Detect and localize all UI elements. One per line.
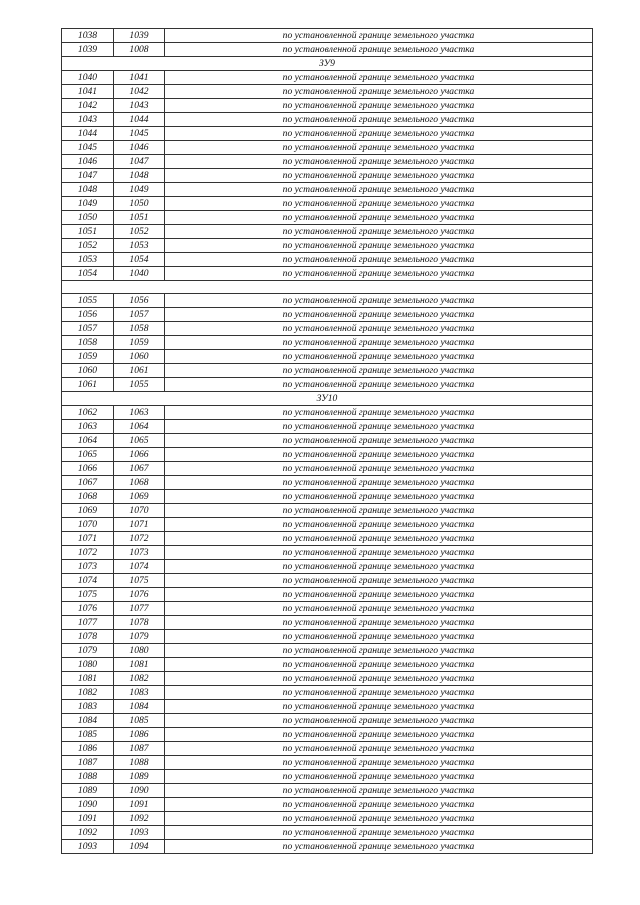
point-from-cell: 1054 xyxy=(62,267,114,281)
point-to-cell: 1051 xyxy=(114,211,165,225)
point-to-cell: 1076 xyxy=(114,588,165,602)
point-from-cell: 1073 xyxy=(62,560,114,574)
point-to-cell: 1061 xyxy=(114,364,165,378)
point-from-cell: 1084 xyxy=(62,714,114,728)
boundary-description-cell: по установленной границе земельного участка xyxy=(165,71,593,85)
point-to-cell: 1041 xyxy=(114,71,165,85)
boundary-description-cell: по установленной границе земельного участка xyxy=(165,99,593,113)
point-from-cell: 1090 xyxy=(62,798,114,812)
boundary-description-cell: по установленной границе земельного участка xyxy=(165,308,593,322)
point-to-cell: 1058 xyxy=(114,322,165,336)
point-to-cell: 1008 xyxy=(114,43,165,57)
point-to-cell: 1069 xyxy=(114,490,165,504)
boundary-description-cell: по установленной границе земельного участка xyxy=(165,364,593,378)
boundary-description-cell: по установленной границе земельного участка xyxy=(165,406,593,420)
boundary-description-cell: по установленной границе земельного участка xyxy=(165,770,593,784)
point-to-cell: 1054 xyxy=(114,253,165,267)
point-to-cell: 1066 xyxy=(114,448,165,462)
table-row xyxy=(62,700,593,714)
table-row xyxy=(62,798,593,812)
point-to-cell: 1053 xyxy=(114,239,165,253)
point-from-cell: 1059 xyxy=(62,350,114,364)
table-row xyxy=(62,840,593,854)
boundary-description-cell: по установленной границе земельного участка xyxy=(165,350,593,364)
table-row xyxy=(62,476,593,490)
point-from-cell: 1041 xyxy=(62,85,114,99)
point-to-cell: 1075 xyxy=(114,574,165,588)
point-from-cell: 1052 xyxy=(62,239,114,253)
table-row xyxy=(62,630,593,644)
point-from-cell: 1071 xyxy=(62,532,114,546)
point-to-cell: 1046 xyxy=(114,141,165,155)
boundary-description-cell: по установленной границе земельного участка xyxy=(165,434,593,448)
section-header-row xyxy=(62,57,593,71)
table-row xyxy=(62,322,593,336)
boundary-description-cell: по установленной границе земельного участка xyxy=(165,546,593,560)
point-to-cell: 1089 xyxy=(114,770,165,784)
table-row xyxy=(62,211,593,225)
point-to-cell: 1092 xyxy=(114,812,165,826)
table-row xyxy=(62,770,593,784)
table-row xyxy=(62,253,593,267)
section-label xyxy=(62,281,593,294)
table-row xyxy=(62,294,593,308)
boundary-description-cell: по установленной границе земельного участка xyxy=(165,728,593,742)
point-to-cell: 1073 xyxy=(114,546,165,560)
point-from-cell: 1093 xyxy=(62,840,114,854)
point-from-cell: 1067 xyxy=(62,476,114,490)
point-from-cell: 1070 xyxy=(62,518,114,532)
table-row xyxy=(62,155,593,169)
point-to-cell: 1084 xyxy=(114,700,165,714)
boundary-description-cell: по установленной границе земельного участка xyxy=(165,700,593,714)
table-row xyxy=(62,225,593,239)
point-to-cell: 1063 xyxy=(114,406,165,420)
table-row xyxy=(62,826,593,840)
table-row xyxy=(62,113,593,127)
table-row xyxy=(62,336,593,350)
boundary-description-cell: по установленной границе земельного участка xyxy=(165,714,593,728)
boundary-table-body xyxy=(62,29,593,854)
point-from-cell: 1066 xyxy=(62,462,114,476)
table-row xyxy=(62,71,593,85)
table-row xyxy=(62,588,593,602)
table-row xyxy=(62,518,593,532)
table-row xyxy=(62,127,593,141)
table-row xyxy=(62,183,593,197)
table-row xyxy=(62,462,593,476)
point-to-cell: 1067 xyxy=(114,462,165,476)
point-from-cell: 1058 xyxy=(62,336,114,350)
boundary-description-cell: по установленной границе земельного участка xyxy=(165,644,593,658)
point-from-cell: 1053 xyxy=(62,253,114,267)
table-row xyxy=(62,532,593,546)
point-to-cell: 1068 xyxy=(114,476,165,490)
table-row xyxy=(62,434,593,448)
point-to-cell: 1050 xyxy=(114,197,165,211)
point-from-cell: 1046 xyxy=(62,155,114,169)
point-to-cell: 1074 xyxy=(114,560,165,574)
point-from-cell: 1038 xyxy=(62,29,114,43)
point-to-cell: 1057 xyxy=(114,308,165,322)
boundary-description-cell: по установленной границе земельного участка xyxy=(165,784,593,798)
boundary-description-cell: по установленной границе земельного участка xyxy=(165,169,593,183)
point-to-cell: 1093 xyxy=(114,826,165,840)
boundary-description-cell: по установленной границе земельного участка xyxy=(165,490,593,504)
point-to-cell: 1081 xyxy=(114,658,165,672)
boundary-description-cell: по установленной границе земельного участка xyxy=(165,294,593,308)
point-to-cell: 1071 xyxy=(114,518,165,532)
point-from-cell: 1049 xyxy=(62,197,114,211)
boundary-description-cell: по установленной границе земельного участка xyxy=(165,420,593,434)
table-row xyxy=(62,43,593,57)
point-from-cell: 1060 xyxy=(62,364,114,378)
point-to-cell: 1039 xyxy=(114,29,165,43)
point-to-cell: 1070 xyxy=(114,504,165,518)
boundary-description-cell: по установленной границе земельного участка xyxy=(165,602,593,616)
point-from-cell: 1083 xyxy=(62,700,114,714)
boundary-description-cell: по установленной границе земельного участка xyxy=(165,476,593,490)
point-to-cell: 1065 xyxy=(114,434,165,448)
boundary-description-cell: по установленной границе земельного участка xyxy=(165,448,593,462)
table-row xyxy=(62,672,593,686)
point-from-cell: 1077 xyxy=(62,616,114,630)
boundary-description-cell: по установленной границе земельного участка xyxy=(165,462,593,476)
table-row xyxy=(62,812,593,826)
boundary-description-cell: по установленной границе земельного участка xyxy=(165,658,593,672)
table-row xyxy=(62,490,593,504)
boundary-description-cell: по установленной границе земельного участка xyxy=(165,630,593,644)
point-from-cell: 1050 xyxy=(62,211,114,225)
point-from-cell: 1082 xyxy=(62,686,114,700)
boundary-description-cell: по установленной границе земельного участка xyxy=(165,267,593,281)
boundary-description-cell: по установленной границе земельного участка xyxy=(165,518,593,532)
boundary-description-cell: по установленной границе земельного участка xyxy=(165,322,593,336)
point-to-cell: 1055 xyxy=(114,378,165,392)
table-row xyxy=(62,658,593,672)
point-to-cell: 1052 xyxy=(114,225,165,239)
boundary-description-cell: по установленной границе земельного участка xyxy=(165,560,593,574)
boundary-description-cell: по установленной границе земельного участка xyxy=(165,43,593,57)
point-from-cell: 1044 xyxy=(62,127,114,141)
boundary-description-cell: по установленной границе земельного участка xyxy=(165,197,593,211)
point-to-cell: 1048 xyxy=(114,169,165,183)
point-to-cell: 1091 xyxy=(114,798,165,812)
boundary-description-cell: по установленной границе земельного участка xyxy=(165,686,593,700)
point-to-cell: 1059 xyxy=(114,336,165,350)
point-to-cell: 1083 xyxy=(114,686,165,700)
point-to-cell: 1077 xyxy=(114,602,165,616)
point-from-cell: 1047 xyxy=(62,169,114,183)
boundary-description-cell: по установленной границе земельного участка xyxy=(165,253,593,267)
point-from-cell: 1080 xyxy=(62,658,114,672)
table-row xyxy=(62,546,593,560)
table-row xyxy=(62,602,593,616)
boundary-description-cell: по установленной границе земельного участка xyxy=(165,141,593,155)
table-row xyxy=(62,141,593,155)
point-from-cell: 1092 xyxy=(62,826,114,840)
boundary-description-cell: по установленной границе земельного участка xyxy=(165,239,593,253)
point-from-cell: 1086 xyxy=(62,742,114,756)
table-row xyxy=(62,574,593,588)
table-row xyxy=(62,364,593,378)
boundary-description-cell: по установленной границе земельного участка xyxy=(165,672,593,686)
boundary-description-cell: по установленной границе земельного участка xyxy=(165,826,593,840)
boundary-description-cell: по установленной границе земельного участка xyxy=(165,588,593,602)
point-to-cell: 1079 xyxy=(114,630,165,644)
boundary-description-cell: по установленной границе земельного участка xyxy=(165,155,593,169)
point-from-cell: 1081 xyxy=(62,672,114,686)
point-from-cell: 1078 xyxy=(62,630,114,644)
table-row xyxy=(62,406,593,420)
boundary-description-cell: по установленной границе земельного участка xyxy=(165,616,593,630)
boundary-description-cell: по установленной границе земельного участка xyxy=(165,336,593,350)
table-row xyxy=(62,350,593,364)
point-to-cell: 1087 xyxy=(114,742,165,756)
point-from-cell: 1091 xyxy=(62,812,114,826)
point-from-cell: 1088 xyxy=(62,770,114,784)
point-from-cell: 1062 xyxy=(62,406,114,420)
boundary-description-cell: по установленной границе земельного участка xyxy=(165,840,593,854)
boundary-description-cell: по установленной границе земельного участка xyxy=(165,183,593,197)
point-from-cell: 1056 xyxy=(62,308,114,322)
point-from-cell: 1089 xyxy=(62,784,114,798)
point-from-cell: 1064 xyxy=(62,434,114,448)
point-to-cell: 1078 xyxy=(114,616,165,630)
boundary-description-cell: по установленной границе земельного участка xyxy=(165,85,593,99)
section-header-row xyxy=(62,281,593,294)
section-label: ЗУ10 xyxy=(62,392,593,406)
table-row xyxy=(62,448,593,462)
table-row xyxy=(62,239,593,253)
point-from-cell: 1061 xyxy=(62,378,114,392)
table-row xyxy=(62,85,593,99)
point-from-cell: 1055 xyxy=(62,294,114,308)
table-row xyxy=(62,504,593,518)
point-from-cell: 1042 xyxy=(62,99,114,113)
point-from-cell: 1045 xyxy=(62,141,114,155)
point-from-cell: 1039 xyxy=(62,43,114,57)
point-to-cell: 1056 xyxy=(114,294,165,308)
table-row xyxy=(62,784,593,798)
boundary-description-cell: по установленной границе земельного участка xyxy=(165,113,593,127)
point-to-cell: 1085 xyxy=(114,714,165,728)
boundary-description-cell: по установленной границе земельного участка xyxy=(165,127,593,141)
boundary-description-cell: по установленной границе земельного участка xyxy=(165,574,593,588)
table-row xyxy=(62,267,593,281)
boundary-description-cell: по установленной границе земельного участка xyxy=(165,756,593,770)
boundary-description-cell: по установленной границе земельного участка xyxy=(165,211,593,225)
table-row xyxy=(62,197,593,211)
point-from-cell: 1072 xyxy=(62,546,114,560)
point-from-cell: 1048 xyxy=(62,183,114,197)
point-to-cell: 1064 xyxy=(114,420,165,434)
point-to-cell: 1090 xyxy=(114,784,165,798)
point-from-cell: 1057 xyxy=(62,322,114,336)
point-from-cell: 1075 xyxy=(62,588,114,602)
point-from-cell: 1087 xyxy=(62,756,114,770)
point-to-cell: 1088 xyxy=(114,756,165,770)
table-row xyxy=(62,99,593,113)
point-to-cell: 1042 xyxy=(114,85,165,99)
point-to-cell: 1072 xyxy=(114,532,165,546)
table-row xyxy=(62,308,593,322)
point-from-cell: 1043 xyxy=(62,113,114,127)
point-to-cell: 1080 xyxy=(114,644,165,658)
point-to-cell: 1060 xyxy=(114,350,165,364)
table-row xyxy=(62,644,593,658)
boundary-description-cell: по установленной границе земельного участка xyxy=(165,532,593,546)
point-to-cell: 1047 xyxy=(114,155,165,169)
point-from-cell: 1065 xyxy=(62,448,114,462)
point-to-cell: 1040 xyxy=(114,267,165,281)
table-row xyxy=(62,616,593,630)
boundary-description-cell: по установленной границе земельного участка xyxy=(165,29,593,43)
table-row xyxy=(62,29,593,43)
point-to-cell: 1044 xyxy=(114,113,165,127)
table-row xyxy=(62,378,593,392)
point-to-cell: 1043 xyxy=(114,99,165,113)
boundary-description-cell: по установленной границе земельного участка xyxy=(165,742,593,756)
section-header-row xyxy=(62,392,593,406)
section-label: ЗУ9 xyxy=(62,57,593,71)
point-to-cell: 1082 xyxy=(114,672,165,686)
point-from-cell: 1076 xyxy=(62,602,114,616)
point-from-cell: 1051 xyxy=(62,225,114,239)
table-row xyxy=(62,560,593,574)
point-to-cell: 1086 xyxy=(114,728,165,742)
point-from-cell: 1074 xyxy=(62,574,114,588)
table-row xyxy=(62,742,593,756)
point-from-cell: 1085 xyxy=(62,728,114,742)
boundary-description-cell: по установленной границе земельного участка xyxy=(165,225,593,239)
point-to-cell: 1045 xyxy=(114,127,165,141)
point-to-cell: 1094 xyxy=(114,840,165,854)
table-row xyxy=(62,686,593,700)
point-from-cell: 1079 xyxy=(62,644,114,658)
boundary-description-cell: по установленной границе земельного участка xyxy=(165,378,593,392)
point-from-cell: 1040 xyxy=(62,71,114,85)
table-row xyxy=(62,714,593,728)
table-row xyxy=(62,728,593,742)
table-row xyxy=(62,420,593,434)
boundary-description-cell: по установленной границе земельного участка xyxy=(165,798,593,812)
boundary-description-cell: по установленной границе земельного участка xyxy=(165,504,593,518)
point-to-cell: 1049 xyxy=(114,183,165,197)
boundary-table xyxy=(61,28,593,854)
table-row xyxy=(62,169,593,183)
table-row xyxy=(62,756,593,770)
boundary-description-cell: по установленной границе земельного участка xyxy=(165,812,593,826)
point-from-cell: 1063 xyxy=(62,420,114,434)
point-from-cell: 1068 xyxy=(62,490,114,504)
point-from-cell: 1069 xyxy=(62,504,114,518)
